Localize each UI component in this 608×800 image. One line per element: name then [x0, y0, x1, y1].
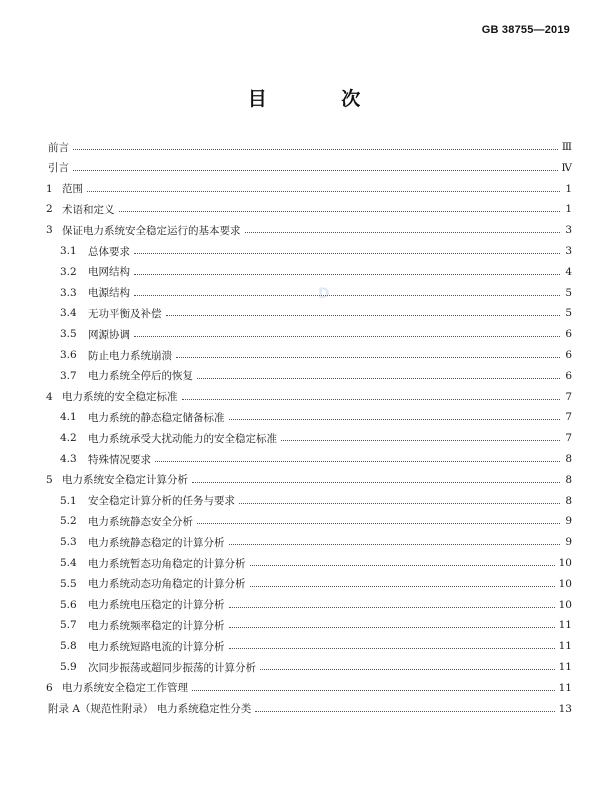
- toc-entry-title: 总体要求: [88, 245, 130, 258]
- toc-entry[interactable]: [60, 657, 572, 677]
- toc-entry-page-number: 11: [558, 661, 572, 673]
- toc-entry-page-number: 7: [565, 432, 572, 445]
- toc-dot-leader: [250, 585, 555, 587]
- toc-dot-leader: [134, 335, 560, 337]
- toc-entry-title: 安全稳定计算分析的任务与要求: [88, 495, 235, 508]
- toc-entry-number: 5.4: [60, 557, 77, 569]
- toc-entry[interactable]: [60, 303, 572, 323]
- toc-dot-leader: [119, 210, 561, 212]
- toc-entry-number: 6: [46, 681, 53, 694]
- toc-entry-title: 附录 A（规范性附录） 电力系统稳定性分类: [48, 703, 252, 716]
- toc-entry-title: 电力系统的安全稳定标准: [62, 391, 178, 404]
- toc-entry-page-number: 6: [565, 328, 572, 341]
- toc-entry-title: 电力系统频率稳定的计算分析: [88, 619, 225, 632]
- toc-entry-number: 2: [46, 203, 53, 216]
- toc-dot-leader: [73, 148, 558, 150]
- toc-dot-leader: [250, 564, 555, 566]
- toc-entry[interactable]: [46, 678, 572, 698]
- toc-entry[interactable]: [60, 262, 572, 282]
- toc-entry-page-number: 10: [558, 557, 572, 569]
- toc-entry-number: 5.8: [60, 640, 77, 653]
- toc-entry-number: 4.3: [60, 453, 77, 465]
- toc-dot-leader: [229, 606, 555, 608]
- toc-entry-number: 3.4: [60, 307, 77, 320]
- toc-entry-number: 5.1: [60, 494, 77, 507]
- toc-entry-number: 3.5: [60, 328, 77, 341]
- toc-entry-number: 5.3: [60, 536, 77, 549]
- toc-entry[interactable]: [60, 615, 572, 635]
- toc-entry-page-number: 11: [558, 640, 572, 653]
- toc-entry[interactable]: [60, 366, 572, 386]
- toc-entry-title: 术语和定义: [62, 203, 115, 216]
- toc-entry[interactable]: [60, 449, 572, 469]
- toc-dot-leader: [255, 710, 554, 712]
- toc-entry-number: 5.7: [60, 619, 77, 632]
- toc-entry-title: 电力系统全停后的恢复: [88, 370, 193, 383]
- toc-entry-page-number: 1: [565, 203, 572, 216]
- toc-entry-page-number: 5: [565, 286, 572, 299]
- toc-entry[interactable]: [46, 137, 572, 157]
- toc-entry-number: 3.7: [60, 369, 77, 382]
- toc-entry-number: 3: [46, 224, 53, 237]
- toc-dot-leader: [182, 398, 561, 400]
- toc-entry[interactable]: [60, 283, 572, 303]
- toc-entry[interactable]: [60, 491, 572, 511]
- toc-entry-number: 3.6: [60, 349, 77, 361]
- toc-entry[interactable]: [60, 553, 572, 573]
- toc-entry-title: 范围: [62, 183, 83, 196]
- toc-entry[interactable]: [60, 324, 572, 344]
- standard-number: GB 38755—2019: [481, 24, 570, 36]
- toc-entry-page-number: 8: [565, 494, 572, 507]
- toc-dot-leader: [229, 626, 555, 628]
- toc-entry-page-number: 10: [558, 577, 572, 590]
- toc-entry-page-number: 3: [565, 245, 572, 257]
- toc-dot-leader: [197, 377, 560, 379]
- toc-entry[interactable]: [46, 699, 572, 719]
- toc-entry-page-number: 6: [565, 349, 572, 361]
- toc-entry[interactable]: [60, 241, 572, 261]
- toc-entry-number: 5.9: [60, 661, 77, 673]
- toc-entry-title: 电力系统静态安全分析: [88, 515, 193, 528]
- toc-dot-leader: [87, 190, 560, 192]
- toc-entry-page-number: 1: [565, 182, 572, 195]
- toc-entry-number: 5.2: [60, 515, 77, 528]
- toc-dot-leader: [176, 356, 560, 358]
- toc-entry-title: 电源结构: [88, 287, 130, 300]
- toc-dot-leader: [134, 294, 560, 296]
- toc-dot-leader: [229, 647, 555, 649]
- toc-entry[interactable]: [60, 511, 572, 531]
- toc-entry-title: 电力系统电压稳定的计算分析: [88, 599, 225, 612]
- toc-entry[interactable]: [46, 179, 572, 199]
- toc-entry-title: 电力系统安全稳定计算分析: [62, 474, 188, 487]
- toc-entry-title: 保证电力系统安全稳定运行的基本要求: [62, 224, 241, 237]
- toc-entry-title: 网源协调: [88, 328, 130, 341]
- toc-entry[interactable]: [46, 387, 572, 407]
- watermark-icon: D: [318, 286, 330, 302]
- toc-entry[interactable]: [46, 470, 572, 490]
- toc-entry-page-number: 10: [558, 598, 572, 611]
- toc-entry-page-number: Ⅳ: [561, 161, 572, 174]
- toc-dot-leader: [192, 481, 560, 483]
- toc-entry-number: 1: [46, 182, 53, 195]
- toc-entry[interactable]: [46, 158, 572, 178]
- toc-entry-page-number: 9: [565, 515, 572, 528]
- toc-dot-leader: [134, 273, 560, 275]
- toc-entry-page-number: 7: [565, 390, 572, 403]
- toc-entry-number: 3.1: [60, 245, 77, 257]
- toc-entry-title: 引言: [48, 162, 69, 175]
- toc-entry-title: 防止电力系统崩溃: [88, 349, 172, 362]
- toc-dot-leader: [155, 460, 560, 462]
- toc-entry-page-number: 5: [565, 307, 572, 320]
- toc-entry-page-number: 3: [565, 224, 572, 237]
- toc-entry-page-number: 13: [558, 702, 572, 715]
- toc-entry[interactable]: [60, 407, 572, 427]
- toc-entry-number: 4: [46, 390, 53, 403]
- toc-dot-leader: [229, 418, 561, 420]
- toc-entry[interactable]: [60, 532, 572, 552]
- toc-entry-title: 电力系统短路电流的计算分析: [88, 640, 225, 653]
- toc-entry-title: 电力系统动态功角稳定的计算分析: [88, 578, 246, 591]
- toc-entry-title: 次同步振荡或超同步振荡的计算分析: [88, 661, 256, 674]
- toc-entry[interactable]: [60, 636, 572, 656]
- toc-dot-leader: [134, 252, 560, 254]
- toc-entry-title: 电力系统暂态功角稳定的计算分析: [88, 557, 246, 570]
- toc-entry-page-number: 6: [565, 369, 572, 382]
- toc-entry-number: 5.5: [60, 577, 77, 590]
- toc-entry[interactable]: [46, 220, 572, 240]
- toc-dot-leader: [281, 439, 560, 441]
- toc-entry-number: 3.3: [60, 286, 77, 299]
- toc-dot-leader: [192, 689, 555, 691]
- toc-entry-title: 电网结构: [88, 266, 130, 279]
- toc-entry-number: 4.1: [60, 411, 77, 424]
- toc-dot-leader: [73, 169, 558, 171]
- toc-entry-page-number: 7: [565, 411, 572, 424]
- toc-entry-number: 3.2: [60, 265, 77, 278]
- toc-entry-page-number: 8: [565, 473, 572, 486]
- page-title: 目 次: [247, 88, 395, 110]
- toc-dot-leader: [260, 668, 555, 670]
- toc-entry-title: 特殊情况要求: [88, 453, 151, 466]
- toc-entry[interactable]: [46, 199, 572, 219]
- toc-entry-number: 5: [46, 473, 53, 486]
- toc-entry[interactable]: [60, 595, 572, 615]
- toc-entry-page-number: 11: [558, 681, 572, 694]
- toc-entry[interactable]: [60, 345, 572, 365]
- toc-dot-leader: [229, 543, 561, 545]
- toc-dot-leader: [197, 522, 560, 524]
- toc-entry[interactable]: [60, 574, 572, 594]
- toc-entry-title: 电力系统静态稳定的计算分析: [88, 536, 225, 549]
- toc-entry-page-number: 11: [558, 619, 572, 632]
- toc-entry-page-number: 4: [565, 265, 572, 278]
- toc-dot-leader: [245, 231, 561, 233]
- toc-dot-leader: [239, 502, 560, 504]
- toc-entry-title: 前言: [48, 141, 69, 154]
- toc-entry-title: 电力系统安全稳定工作管理: [62, 682, 188, 695]
- toc-entry-title: 电力系统承受大扰动能力的安全稳定标准: [88, 432, 277, 445]
- toc-entry-page-number: 8: [565, 453, 572, 465]
- toc-entry-page-number: Ⅲ: [561, 141, 572, 153]
- toc-entry-number: 5.6: [60, 598, 77, 611]
- toc-entry-page-number: 9: [565, 536, 572, 549]
- toc-entry-number: 4.2: [60, 432, 77, 445]
- toc-entry[interactable]: [60, 428, 572, 448]
- toc-entry-title: 电力系统的静态稳定储备标准: [88, 411, 225, 424]
- toc-entry-title: 无功平衡及补偿: [88, 307, 162, 320]
- toc-dot-leader: [166, 314, 561, 316]
